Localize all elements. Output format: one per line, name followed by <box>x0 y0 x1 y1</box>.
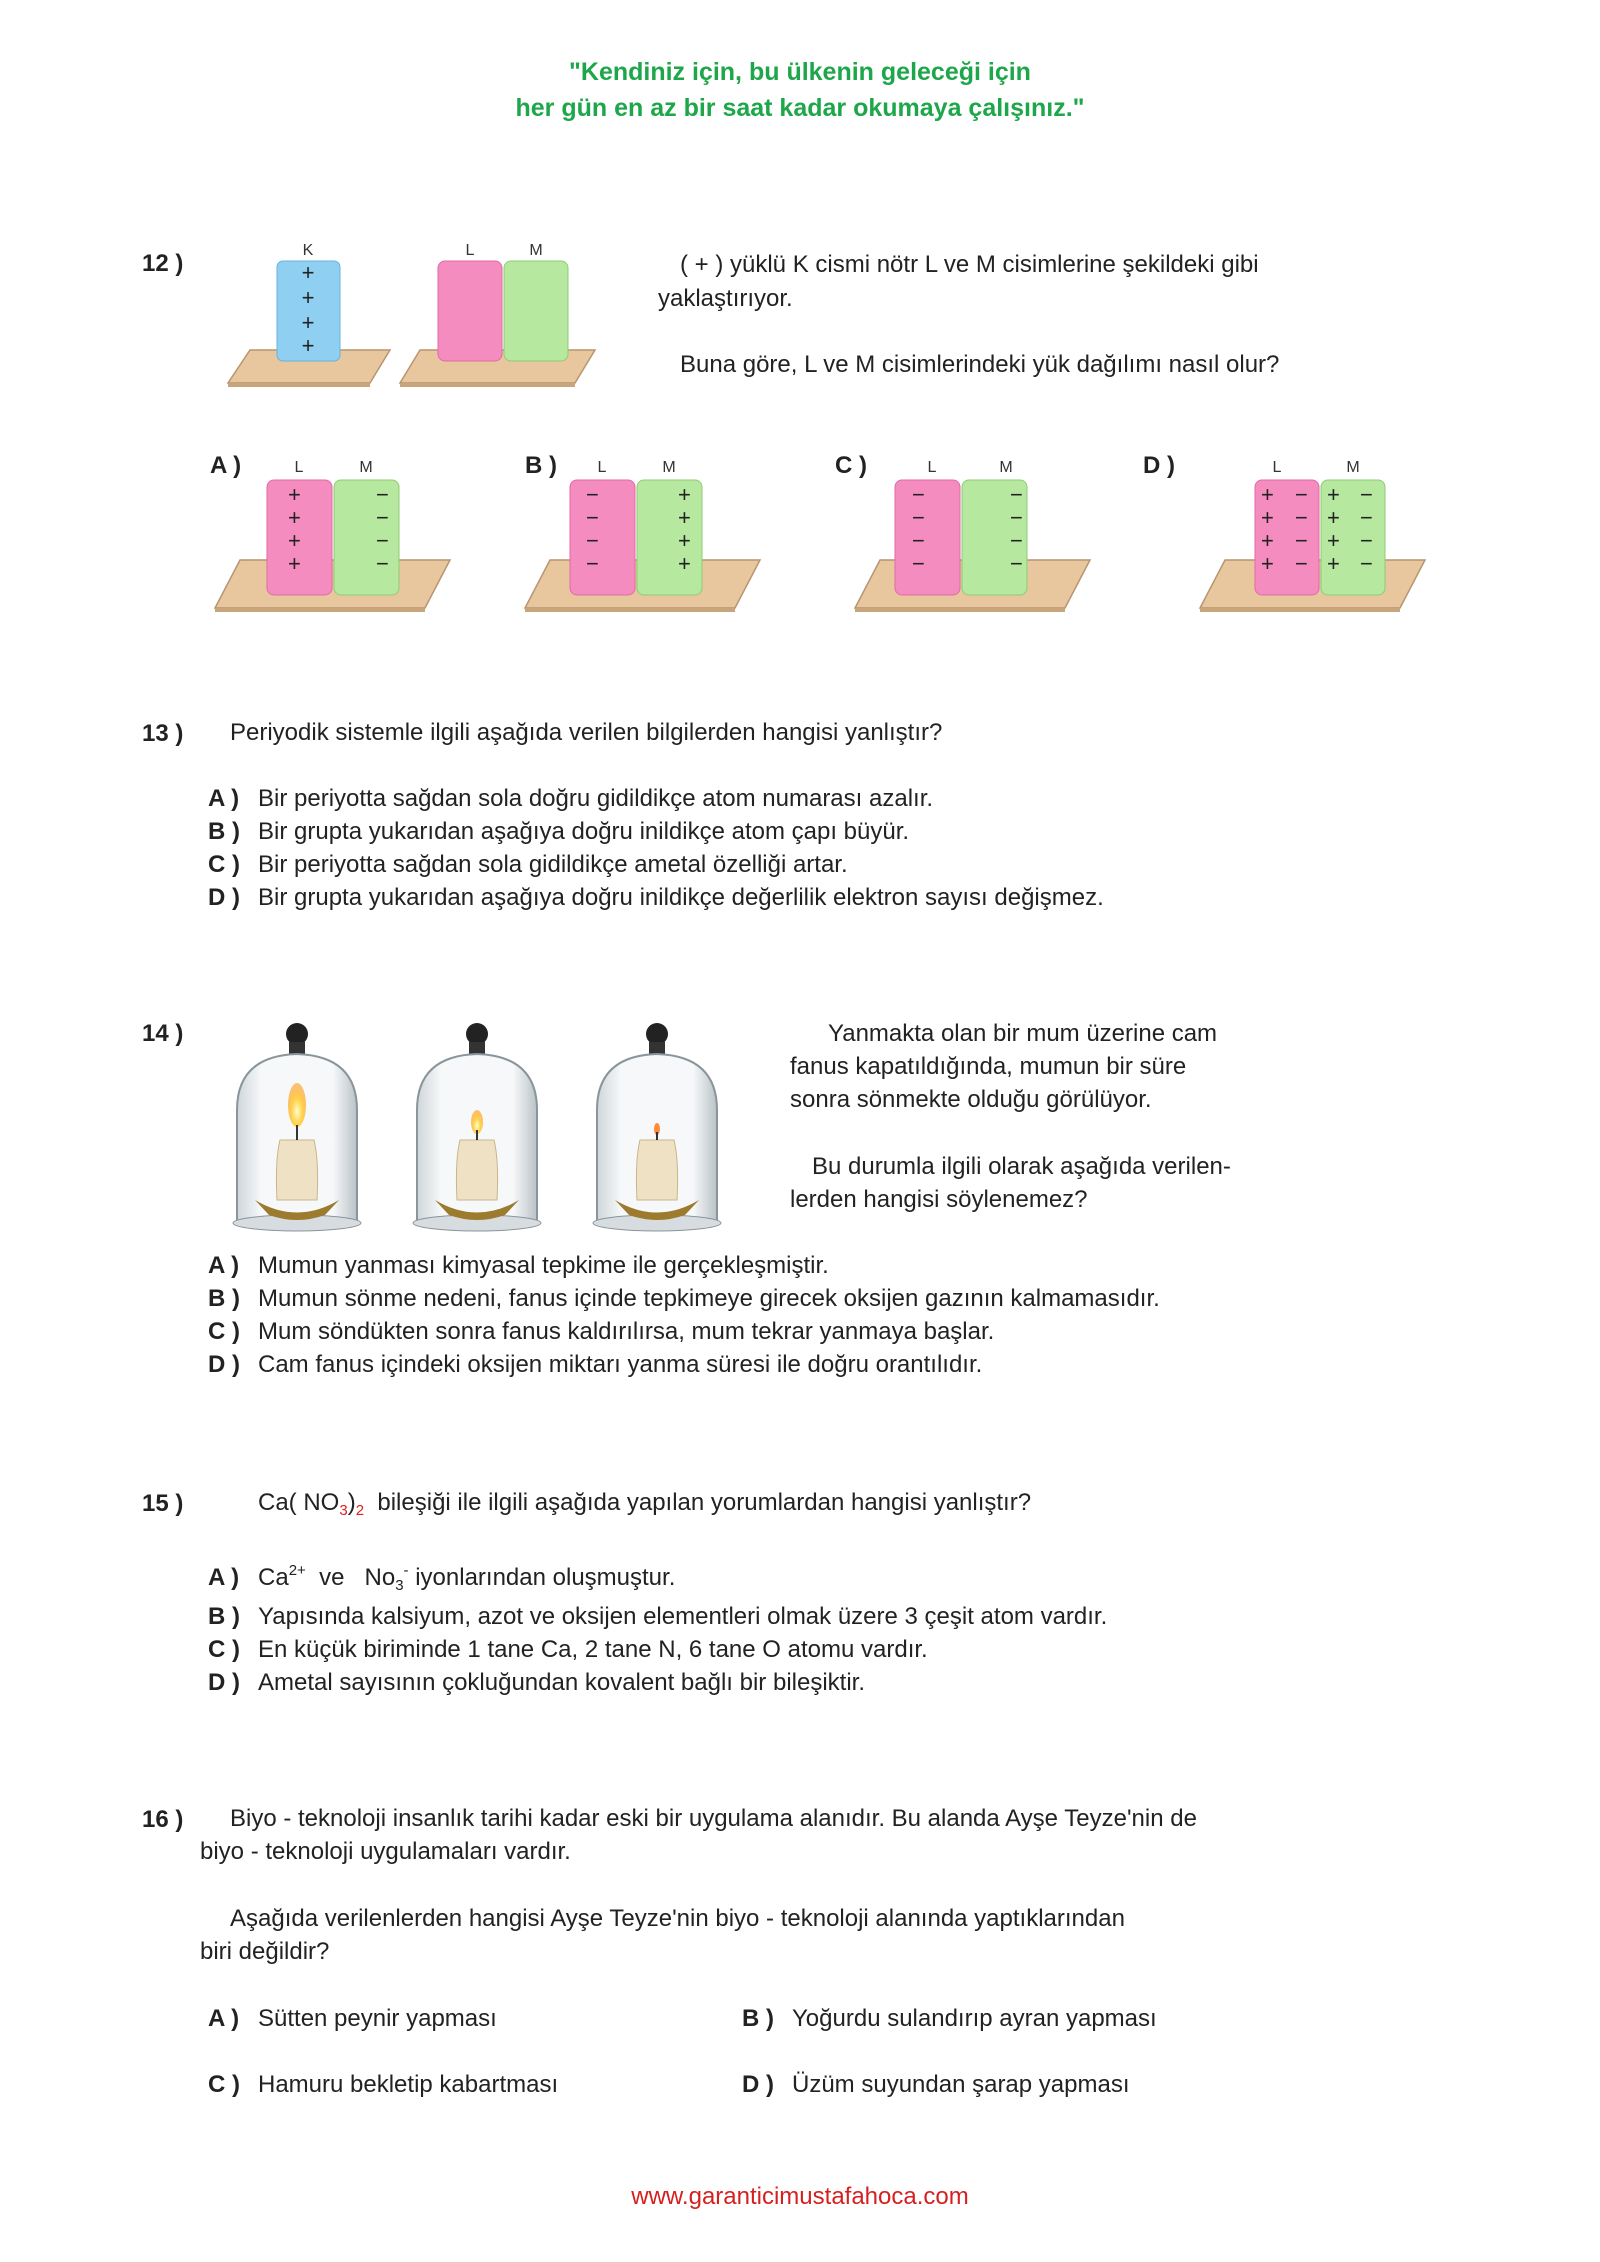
q14-option-d[interactable]: D ) Cam fanus içindeki oksijen miktarı yanma süresi ile doğru orantılıdır. <box>208 1351 983 1378</box>
q12-text-2: yaklaştırıyor. <box>658 285 793 312</box>
q15-option-c[interactable]: C ) En küçük biriminde 1 tane Ca, 2 tane N, 6 tane O atomu vardır. <box>208 1636 928 1663</box>
svg-text:−: − <box>1295 551 1308 576</box>
l-block <box>895 480 960 595</box>
svg-text:+: + <box>288 528 301 553</box>
q12-option-c-letter[interactable]: C ) <box>835 452 867 479</box>
q12-figure <box>220 235 600 390</box>
q12-l-block <box>438 261 502 361</box>
svg-text:−: − <box>1295 528 1308 553</box>
svg-text:+: + <box>1261 482 1274 507</box>
svg-text:−: − <box>912 482 925 507</box>
q12-option-b-figure[interactable] <box>520 450 770 615</box>
q13-option-c[interactable]: C ) Bir periyotta sağdan sola gidildikçe ametal özelliği artar. <box>208 851 848 878</box>
svg-text:+: + <box>678 482 691 507</box>
q12-l-label: L <box>465 242 475 259</box>
svg-text:M: M <box>1346 459 1360 476</box>
q12-text-1: ( + ) yüklü K cismi nötr L ve M cisimlerine şekildeki gibi <box>680 251 1259 278</box>
svg-text:+: + <box>1327 482 1340 507</box>
q13-option-b[interactable]: B ) Bir grupta yukarıdan aşağıya doğru inildikçe atom çapı büyür. <box>208 818 910 845</box>
svg-text:−: − <box>1360 482 1373 507</box>
svg-text:+: + <box>288 482 301 507</box>
m-block <box>637 480 702 595</box>
q16-paragraph-2-line-2: biri değildir? <box>200 1938 330 1965</box>
svg-text:−: − <box>1360 505 1373 530</box>
q12-option-d-figure[interactable] <box>1195 450 1435 615</box>
q16-option-c[interactable]: C ) Hamuru bekletip kabartması <box>208 2071 559 2098</box>
q16-paragraph-1-line-2: biyo - teknoloji uygulamaları vardır. <box>200 1838 571 1865</box>
m-block <box>334 480 399 595</box>
q14-text-line-1: Yanmakta olan bir mum üzerine cam <box>828 1020 1218 1047</box>
svg-text:−: − <box>1010 505 1023 530</box>
svg-text:M: M <box>662 459 676 476</box>
svg-text:+: + <box>1327 551 1340 576</box>
svg-text:+: + <box>678 528 691 553</box>
q15-option-d[interactable]: D ) Ametal sayısının çokluğundan kovalent bağlı bir bileşiktir. <box>208 1669 865 1696</box>
svg-text:+: + <box>1327 528 1340 553</box>
svg-text:−: − <box>1295 505 1308 530</box>
q12-option-a-letter[interactable]: A ) <box>210 452 242 479</box>
q12-k-charge: + <box>301 285 315 310</box>
q16-option-b[interactable]: B ) Yoğurdu sulandırıp ayran yapması <box>742 2005 1157 2032</box>
q16-paragraph-1-line-1: Biyo - teknoloji insanlık tarihi kadar eski bir uygulama alanıdır. Bu alanda Ayşe Teyze'nin de <box>230 1805 1197 1832</box>
q14-option-b[interactable]: B ) Mumun sönme nedeni, fanus içinde tepkimeye girecek oksijen gazının kalmamasıdır. <box>208 1285 1160 1312</box>
svg-text:M: M <box>359 459 373 476</box>
q15-option-b[interactable]: B ) Yapısında kalsiyum, azot ve oksijen elementleri olmak üzere 3 çeşit atom vardır. <box>208 1603 1108 1630</box>
q16-option-d[interactable]: D ) Üzüm suyundan şarap yapması <box>742 2071 1130 2098</box>
q15-number: 15 ) <box>142 1490 184 1517</box>
q12-option-d-letter[interactable]: D ) <box>1143 452 1175 479</box>
q15-formula: Ca( $NO_3)_2$ <box>258 1489 365 1519</box>
jar-3 <box>593 1023 721 1231</box>
footer-website-link[interactable]: www.garanticimustafahoca.com <box>631 2183 969 2210</box>
q12-plate-2-edge <box>400 383 575 387</box>
motto-line-2: her gün en az bir saat kadar okumaya çalışınız." <box>515 94 1085 122</box>
svg-text:+: + <box>1261 551 1274 576</box>
svg-text:−: − <box>1010 482 1023 507</box>
l-block <box>570 480 635 595</box>
svg-text:+: + <box>1261 505 1274 530</box>
q13-number: 13 ) <box>142 720 184 747</box>
q14-option-a[interactable]: A ) Mumun yanması kimyasal tepkime ile gerçekleşmiştir. <box>208 1252 829 1279</box>
q13-option-d[interactable]: D ) Bir grupta yukarıdan aşağıya doğru inildikçe değerlilik elektron sayısı değişmez. <box>208 884 1104 911</box>
q15-option-a[interactable]: A ) $Ca^{2+}$ ve $No_3^-$ iyonlarından oluşmuştur. <box>208 1562 676 1594</box>
svg-text:+: + <box>678 505 691 530</box>
q14-text-line-2: fanus kapatıldığında, mumun bir süre <box>790 1053 1187 1080</box>
svg-text:+: + <box>288 551 301 576</box>
svg-text:L: L <box>1272 459 1282 476</box>
svg-text:−: − <box>376 528 389 553</box>
svg-text:L: L <box>294 459 304 476</box>
svg-text:L: L <box>927 459 937 476</box>
svg-text:−: − <box>586 551 599 576</box>
q12-option-b-letter[interactable]: B ) <box>525 452 557 479</box>
q12-k-charge: + <box>301 310 315 335</box>
svg-text:+: + <box>288 505 301 530</box>
svg-text:−: − <box>586 528 599 553</box>
svg-text:−: − <box>586 482 599 507</box>
svg-text:−: − <box>376 551 389 576</box>
q12-m-block <box>504 261 568 361</box>
svg-text:−: − <box>586 505 599 530</box>
svg-text:M: M <box>999 459 1013 476</box>
q12-option-a-figure[interactable] <box>210 450 460 615</box>
q15-question: Ca( $NO_3)_2$ bileşiği ile ilgili aşağıda yapılan yorumlardan hangisi yanlıştır? <box>258 1489 1032 1519</box>
motto-line-1: "Kendiniz için, bu ülkenin geleceği için <box>569 58 1031 86</box>
q12-number: 12 ) <box>142 250 184 277</box>
q16-number: 16 ) <box>142 1806 184 1833</box>
svg-text:−: − <box>1295 482 1308 507</box>
q12-text-3: Buna göre, L ve M cisimlerindeki yük dağılımı nasıl olur? <box>680 351 1280 378</box>
svg-text:−: − <box>912 551 925 576</box>
q13-question: Periyodik sistemle ilgili aşağıda verilen bilgilerden hangisi yanlıştır? <box>230 719 943 746</box>
svg-text:−: − <box>376 482 389 507</box>
svg-text:−: − <box>1360 528 1373 553</box>
svg-text:+: + <box>678 551 691 576</box>
q14-text2-line-1: Bu durumla ilgili olarak aşağıda verilen- <box>812 1153 1231 1180</box>
q16-paragraph-2-line-1: Aşağıda verilenlerden hangisi Ayşe Teyze'nin biyo - teknoloji alanında yaptıklarından <box>230 1905 1125 1932</box>
q16-option-a[interactable]: A ) Sütten peynir yapması <box>208 2005 497 2032</box>
q14-text2-line-2: lerden hangisi söylenemez? <box>790 1186 1088 1213</box>
svg-text:L: L <box>597 459 607 476</box>
svg-text:−: − <box>912 505 925 530</box>
q13-option-a[interactable]: A ) Bir periyotta sağdan sola doğru gidildikçe atom numarası azalır. <box>208 785 934 812</box>
q12-option-c-figure[interactable] <box>850 450 1100 615</box>
q12-k-label: K <box>302 242 314 259</box>
q12-m-label: M <box>529 242 543 259</box>
q14-text-line-3: sonra sönmekte olduğu görülüyor. <box>790 1086 1152 1113</box>
svg-text:−: − <box>912 528 925 553</box>
svg-text:−: − <box>376 505 389 530</box>
q14-option-c[interactable]: C ) Mum söndükten sonra fanus kaldırılırsa, mum tekrar yanmaya başlar. <box>208 1318 995 1345</box>
svg-text:+: + <box>1261 528 1274 553</box>
jar-2 <box>413 1023 541 1231</box>
q12-plate-1-edge <box>228 383 370 387</box>
jar-1 <box>233 1023 361 1231</box>
svg-text:−: − <box>1360 551 1373 576</box>
q12-k-charge: + <box>301 333 315 358</box>
svg-text:+: + <box>1327 505 1340 530</box>
svg-text:−: − <box>1010 528 1023 553</box>
q14-candle-jars-figure <box>225 1010 745 1235</box>
svg-text:−: − <box>1010 551 1023 576</box>
q12-k-charge: + <box>301 260 315 285</box>
q14-number: 14 ) <box>142 1020 184 1047</box>
